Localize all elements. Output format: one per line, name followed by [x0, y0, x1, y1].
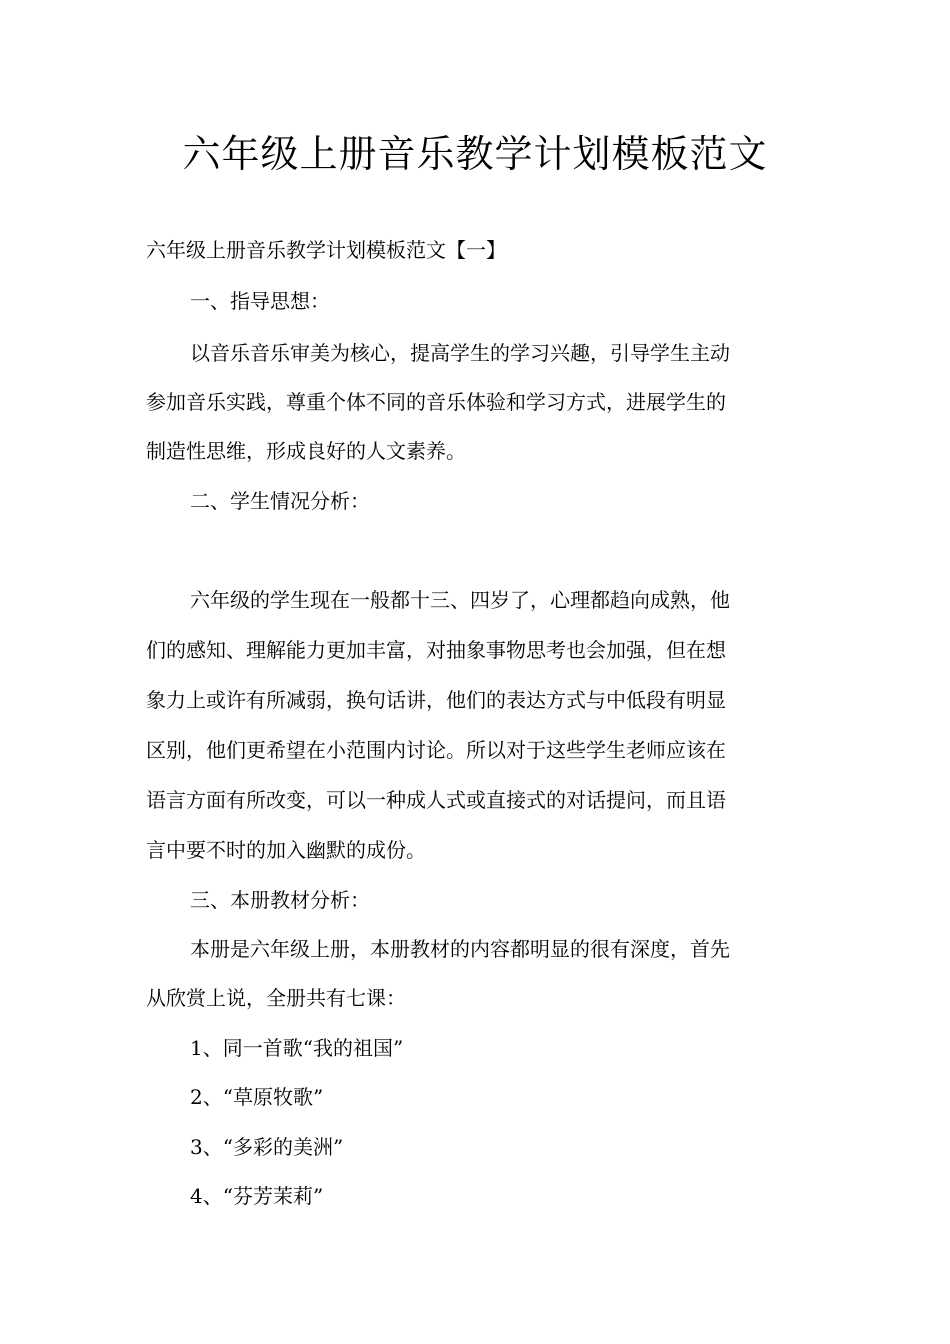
lesson-item: 2、“草原牧歌” — [190, 1085, 324, 1109]
paragraph-line: 六年级的学生现在一般都十三、四岁了，心理都趋向成熟，他 — [190, 588, 730, 612]
heading-textbook-analysis: 三、本册教材分析： — [190, 888, 370, 912]
heading-student-analysis: 二、学生情况分析： — [190, 489, 370, 513]
paragraph-line: 象力上或许有所减弱，换句话讲，他们的表达方式与中低段有明显 — [146, 688, 726, 712]
paragraph-line: 区别，他们更希望在小范围内讨论。所以对于这些学生老师应该在 — [146, 738, 726, 762]
lesson-item: 3、“多彩的美洲” — [190, 1135, 344, 1159]
paragraph-line: 从欣赏上说，全册共有七课： — [146, 986, 406, 1010]
document-title: 六年级上册音乐教学计划模板范文 — [182, 132, 768, 176]
lesson-item: 4、“芬芳茉莉” — [190, 1184, 324, 1208]
paragraph-line: 言中要不时的加入幽默的成份。 — [146, 838, 426, 862]
heading-guiding-ideology: 一、指导思想： — [190, 289, 330, 313]
paragraph-line: 本册是六年级上册，本册教材的内容都明显的很有深度，首先 — [190, 937, 730, 961]
paragraph-line: 以音乐音乐审美为核心，提高学生的学习兴趣，引导学生主动 — [190, 341, 730, 365]
paragraph-line: 参加音乐实践，尊重个体不同的音乐体验和学习方式，进展学生的 — [146, 390, 726, 414]
paragraph-line: 语言方面有所改变，可以一种成人式或直接式的对话提问，而且语 — [146, 788, 726, 812]
paragraph-line: 制造性思维，形成良好的人文素养。 — [146, 439, 466, 463]
section-heading: 六年级上册音乐教学计划模板范文【一】 — [146, 238, 506, 262]
lesson-item: 1、同一首歌“我的祖国” — [190, 1036, 404, 1060]
paragraph-line: 们的感知、理解能力更加丰富，对抽象事物思考也会加强，但在想 — [146, 638, 726, 662]
